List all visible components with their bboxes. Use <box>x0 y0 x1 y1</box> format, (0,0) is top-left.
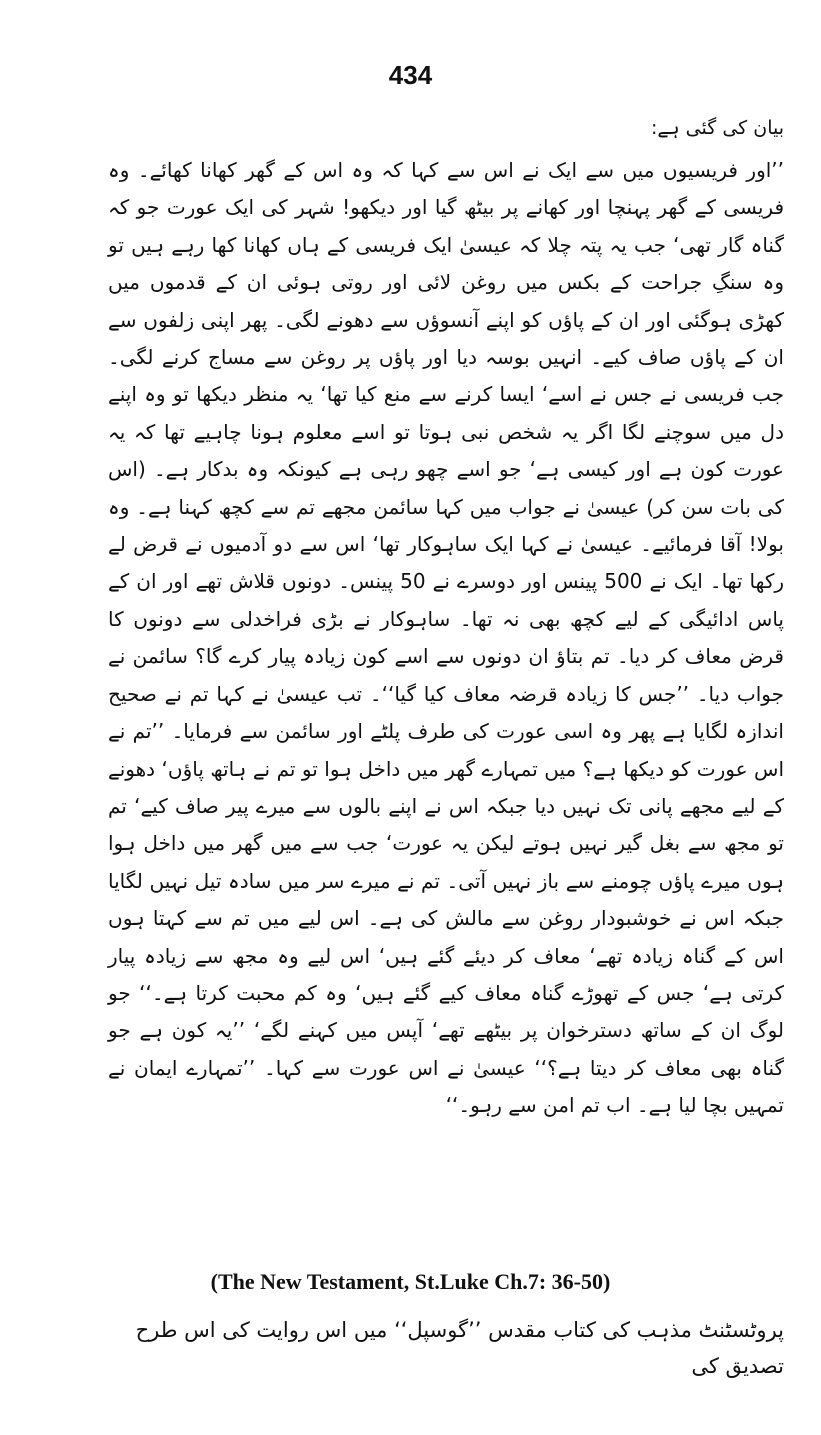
closing-line: پروٹسٹنٹ مذہب کی کتاب مقدس ’’گوسپل‘‘ میں اس روایت کی اس طرح تصدیق کی <box>135 1318 784 1378</box>
intro-line: بیان کی گئی ہے: <box>650 117 784 139</box>
quoted-passage: ’’اور فریسیوں میں سے ایک نے اس سے کہا کہ وہ اس کے گھر کھانا کھائے۔ وہ فریسی کے گھر پہنچا اور کھانے پر بیٹھ گیا اور دیکھو! شہر کی ایک عورت جو کہ گناہ گار تھی‘ جب یہ پتہ چلا کہ عیسیٰ ایک فریسی کے ہاں کھانا کھا رہے ہیں تو وہ سنگِ جراحت کے بکس میں روغن لائی اور روتی ہوئی ان کے قدموں میں کھڑی ہوگئی اور ان کے پاؤں کو اپنے آنسوؤں سے دھونے لگی۔ پھر اپنی زلفوں سے ان کے پاؤں صاف کیے۔ انہیں بوسہ دیا اور پاؤں پر روغن سے مساج کرنے لگی۔ جب فریسی نے جس نے اسے‘ ایسا کرنے سے منع کیا تھا‘ یہ منظر دیکھا تو وہ اپنے دل میں سوچنے لگا اگر یہ شخص نبی ہوتا تو اسے معلوم ہونا چاہیے تھا کہ یہ عورت کون ہے اور کیسی ہے‘ جو اسے چھو رہی ہے کیونکہ وہ بدکار ہے۔ (اس کی بات سن کر) عیسیٰ نے جواب میں کہا سائمن مجھے تم سے کچھ کہنا ہے۔ وہ بولا! آقا فرمائیے۔ عیسیٰ نے کہا ایک ساہوکار تھا‘ اس سے دو آدمیوں نے قرض لے رکھا تھا۔ ایک نے 500 پینس اور دوسرے نے 50 پینس۔ دونوں قلاش تھے اور ان کے پاس ادائیگی کے لیے کچھ بھی نہ تھا۔ ساہوکار نے بڑی فراخدلی سے دونوں کا قرض معاف کر دیا۔ تم بتاؤ ان دونوں سے اسے کون زیادہ پیار کرے گا؟ سائمن نے جواب دیا۔ ’’جس کا زیادہ قرضہ معاف کیا گیا‘‘۔ تب عیسیٰ نے کہا تم نے صحیح اندازہ لگایا ہے پھر وہ اسی عورت کی طرف پلٹے اور سائمن سے فرمایا۔ ’’تم نے اس عورت کو دیکھا ہے؟ میں تمہارے گھر میں داخل ہوا تو تم نے ہاتھ پاؤں‘ دھونے کے لیے مجھے پانی تک نہیں دیا جبکہ اس نے اپنے بالوں سے میرے پیر صاف کیے‘ تم تو مجھ سے بغل گیر نہیں ہوتے لیکن یہ عورت‘ جب سے میں گھر میں داخل ہوا ہوں میرے پاؤں چومنے سے باز نہیں آتی۔ تم نے میرے سر میں سادہ تیل نہیں لگایا جبکہ اس نے خوشبودار روغن سے مالش کی ہے۔ اس لیے میں تم سے کہتا ہوں اس کے گناہ زیادہ تھے‘ معاف کر دیئے گئے ہیں‘ اس لیے وہ مجھ سے زیادہ پیار کرتی ہے‘ جس کے تھوڑے گناہ معاف کیے گئے ہیں‘ وہ کم محبت کرتا ہے۔‘‘ جو لوگ ان کے ساتھ دسترخوان پر بیٹھے تھے‘ آپس میں کہنے لگے‘ ’’یہ کون ہے جو گناہ بھی معاف کر دیتا ہے؟‘‘ عیسیٰ نے اس عورت سے کہا۔ ’’تمہارے ایمان نے تمہیں بچا لیا ہے۔ اب تم امن سے رہو۔‘‘ <box>108 158 785 1118</box>
scripture-citation: (The New Testament, St.Luke Ch.7: 36-50) <box>210 1269 611 1294</box>
page-number: 434 <box>388 60 433 90</box>
